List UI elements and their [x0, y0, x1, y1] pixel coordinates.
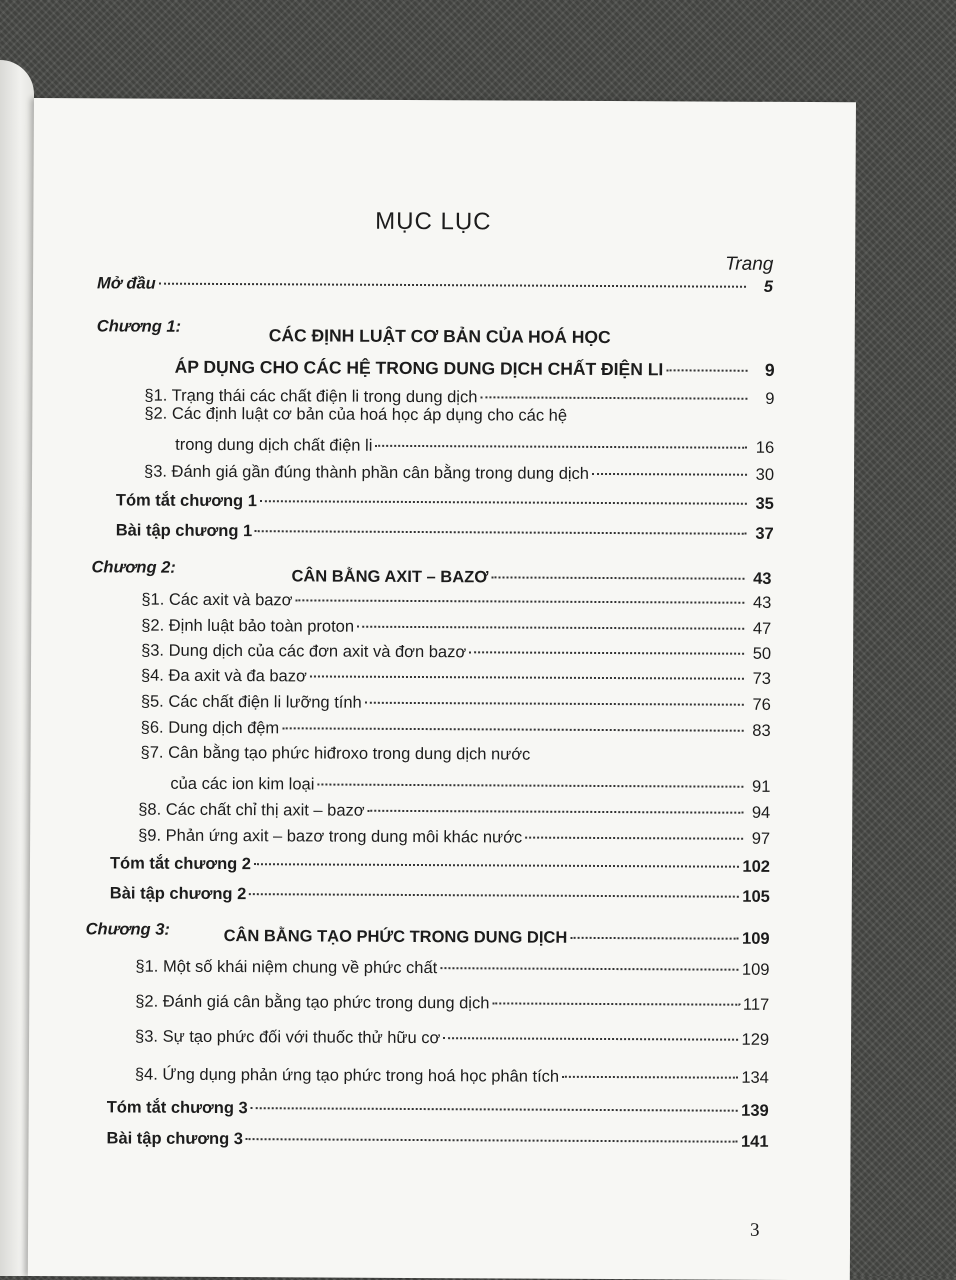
toc-entry: §5. Các chất điện li lưỡng tính 76: [140, 692, 771, 714]
chapter-3-title: CÂN BẰNG TẠO PHỨC TRONG DUNG DỊCH 109: [223, 927, 770, 948]
chapter-2-title: CÂN BẰNG AXIT – BAZƠ 43: [291, 567, 772, 588]
chapter-1-title-line2: ÁP DỤNG CHO CÁC HỆ TRONG DUNG DỊCH CHẤT ĐIỆN LI 9: [174, 356, 775, 380]
toc-entry: của các ion kim loại 91: [170, 774, 771, 796]
chapter-2-exercises: Bài tập chương 2 105: [109, 884, 770, 906]
toc-entry: §1. Một số khái niệm chung về phức chất 109: [135, 957, 770, 979]
toc-entry: §4. Đa axit và đa bazơ 73: [140, 666, 772, 688]
chapter-2-summary: Tóm tắt chương 2 102: [109, 854, 771, 876]
page-number: 3: [750, 1219, 760, 1241]
toc-entry: §6. Dung dịch đệm 83: [140, 718, 771, 740]
toc-title: MỤC LỤC: [375, 207, 492, 236]
toc-entry: §3. Sự tạo phức đối với thuốc thử hữu cơ 129: [135, 1027, 770, 1049]
page-column-heading: Trang: [725, 253, 774, 275]
toc-entry-line1: §7. Cân bằng tạo phức hiđroxo trong dung dịch nước: [140, 743, 531, 764]
book-page: [28, 98, 856, 1280]
chapter-3-summary: Tóm tắt chương 3 139: [106, 1098, 769, 1120]
toc-entry: §2. Định luật bảo toàn proton 47: [141, 616, 772, 638]
chapter-1-summary: Tóm tắt chương 1 35: [115, 491, 774, 513]
toc-entry-line1: §2. Các định luật cơ bản của hoá học áp dụng cho các hệ: [144, 404, 568, 425]
toc-entry: §4. Ứng dụng phản ứng tạo phức trong hoá học phân tích 134: [134, 1065, 769, 1087]
chapter-1-exercises: Bài tập chương 1 37: [115, 521, 774, 543]
chapter-1-label: Chương 1:: [96, 317, 182, 336]
toc-entry: §2. Đánh giá cân bằng tạo phức trong dung dịch 117: [135, 992, 770, 1014]
chapter-3-exercises: Bài tập chương 3 141: [106, 1129, 769, 1151]
toc-entry: trong dung dịch chất điện li 16: [175, 435, 775, 457]
chapter-2-label: Chương 2:: [91, 558, 176, 577]
toc-entry: §8. Các chất chỉ thị axit – bazơ 94: [138, 800, 771, 822]
toc-entry-intro: Mở đầu 5: [96, 274, 774, 296]
toc-entry: §1. Trạng thái các chất điện li trong dung dịch 9: [144, 386, 775, 408]
toc-entry: §3. Dung dịch của các đơn axit và đơn bazơ 50: [141, 641, 772, 663]
toc-entry: §9. Phản ứng axit – bazơ trong dung môi khác nước 97: [138, 826, 771, 848]
toc-entry: §1. Các axit và bazơ 43: [141, 590, 772, 612]
chapter-3-label: Chương 3:: [85, 920, 170, 939]
toc-entry: §3. Đánh giá gần đúng thành phần cân bằng trong dung dịch 30: [143, 462, 775, 484]
chapter-1-title-line1: CÁC ĐỊNH LUẬT CƠ BẢN CỦA HOÁ HỌC: [268, 325, 611, 348]
